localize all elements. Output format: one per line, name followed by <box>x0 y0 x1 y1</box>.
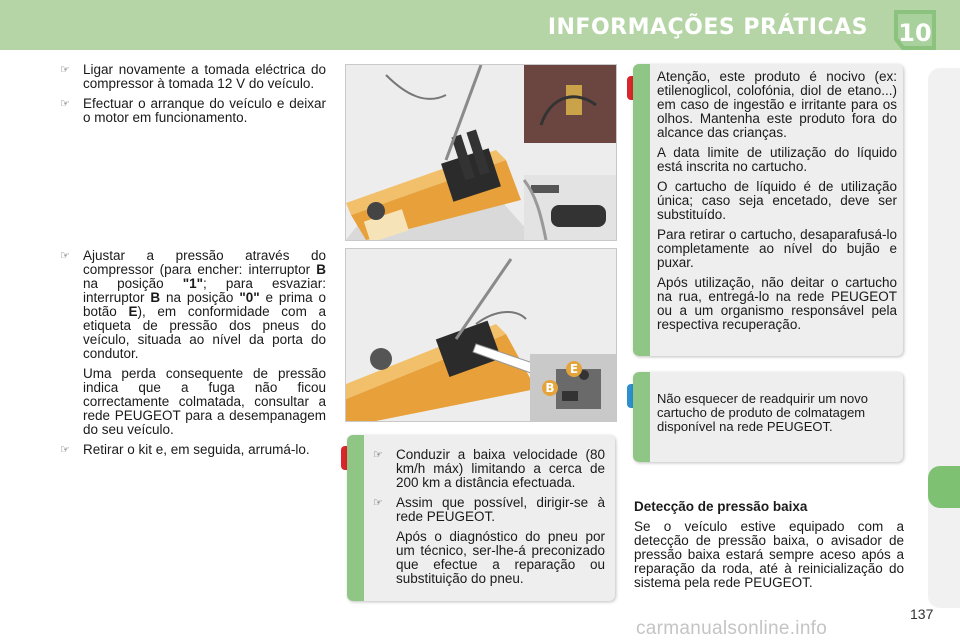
warning-paragraph: Após utilização, não deitar o cartucho na rua, entregá-lo na rede PEUGEOT ou a um organismo responsável pela respectiva recuperação. <box>657 275 897 332</box>
pointer-bullet-icon: ☞ <box>373 449 383 461</box>
low-pressure-section <box>634 500 904 596</box>
page-number: 137 <box>910 606 934 622</box>
list-item: ☞ Ligar novamente a tomada eléctrica do compressor à tomada 12 V do veículo. <box>60 62 326 91</box>
left-column-top <box>58 63 326 131</box>
label-b-marker: B <box>542 380 558 396</box>
list-item: ☞ Retirar o kit e, em seguida, arrumá-lo. <box>60 442 310 457</box>
warning-panel-right <box>633 64 903 356</box>
pointer-bullet-icon: ☞ <box>60 444 70 456</box>
pointer-bullet-icon: ☞ <box>60 250 70 262</box>
diagnosis-note: Após o diagnóstico do pneu por um técnico, ser-lhe-á preconizado que efectue a reparação ou substituição do pneu. <box>396 529 605 586</box>
warning-paragraph: A data limite de utilização do líquido está inscrita no cartucho. <box>657 145 897 174</box>
warning-paragraph: Para retirar o cartucho, desaparafusá-lo completamente ao nível do bujão e puxar. <box>657 227 897 270</box>
compressor-photo-top <box>345 64 617 241</box>
pointer-bullet-icon: ☞ <box>373 497 383 509</box>
info-text: Não esquecer de readquirir um novo cartucho de produto de colmatagem disponível na rede PEUGEOT. <box>657 391 869 434</box>
left-column-bottom <box>58 249 326 463</box>
list-item: ☞ Assim que possível, dirigir-se à rede PEUGEOT. <box>373 495 605 524</box>
warning-panel-center <box>347 435 615 601</box>
warning-right-body <box>657 70 897 338</box>
chapter-number: 10 <box>898 19 932 47</box>
compressor-switch-illustration <box>346 249 616 421</box>
page-title: INFORMAÇÕES PRÁTICAS <box>547 15 868 40</box>
chapter-badge <box>888 8 948 58</box>
list-item: ☞ Conduzir a baixa velocidade (80 km/h máx) limitando a cerca de 200 km a distância efectuada. <box>373 447 605 490</box>
pointer-bullet-icon: ☞ <box>60 98 70 110</box>
pressure-note: Uma perda consequente de pressão indica que a fuga não ficou correctamente colmatada, consultar a rede PEUGEOT para a desempanagem do seu veículo. <box>83 366 326 437</box>
info-panel-right <box>633 372 903 462</box>
warning-center-body <box>371 448 605 592</box>
side-tab-active[interactable] <box>928 466 960 508</box>
pointer-bullet-icon: ☞ <box>60 64 70 76</box>
panel-accent-strip <box>633 64 650 356</box>
section-title: Detecção de pressão baixa <box>634 499 808 514</box>
list-item: ☞ Ajustar a pressão através do compressor (para encher: interruptor B na posição "1"; para esvaziar: interruptor B na posição "0" e prima o botão E), em conformidade com a etiqueta de pressão dos pneus do veículo, situada ao nível da porta do condutor. <box>60 248 326 361</box>
compressor-illustration <box>346 65 616 240</box>
panel-accent-strip <box>633 372 650 462</box>
panel-accent-strip <box>347 435 364 601</box>
compressor-photo-bottom <box>345 248 617 422</box>
chapter-badge-shape <box>888 8 948 58</box>
low-pressure-text: Se o veículo estive equipado com a detecção de pressão baixa, o avisador de pressão baixa estará sempre aceso após a reparação da roda, até à reinicialização do sistema pela rede PEUGEOT. <box>634 519 904 590</box>
warning-paragraph: Atenção, este produto é nocivo (ex: etilenoglicol, colofónia, diol de etano...) em caso de ingestão e irritante para os olhos. Mantenha este produto fora do alcance das crianças. <box>657 69 897 140</box>
watermark: carmanualsonline.info <box>636 618 828 639</box>
side-tab-bar <box>928 68 960 608</box>
list-item: ☞ Efectuar o arranque do veículo e deixar o motor em funcionamento. <box>60 96 326 125</box>
warning-paragraph: O cartucho de líquido é de utilização única; caso seja encetado, deve ser substituído. <box>657 179 897 222</box>
label-e-marker: E <box>566 361 582 377</box>
